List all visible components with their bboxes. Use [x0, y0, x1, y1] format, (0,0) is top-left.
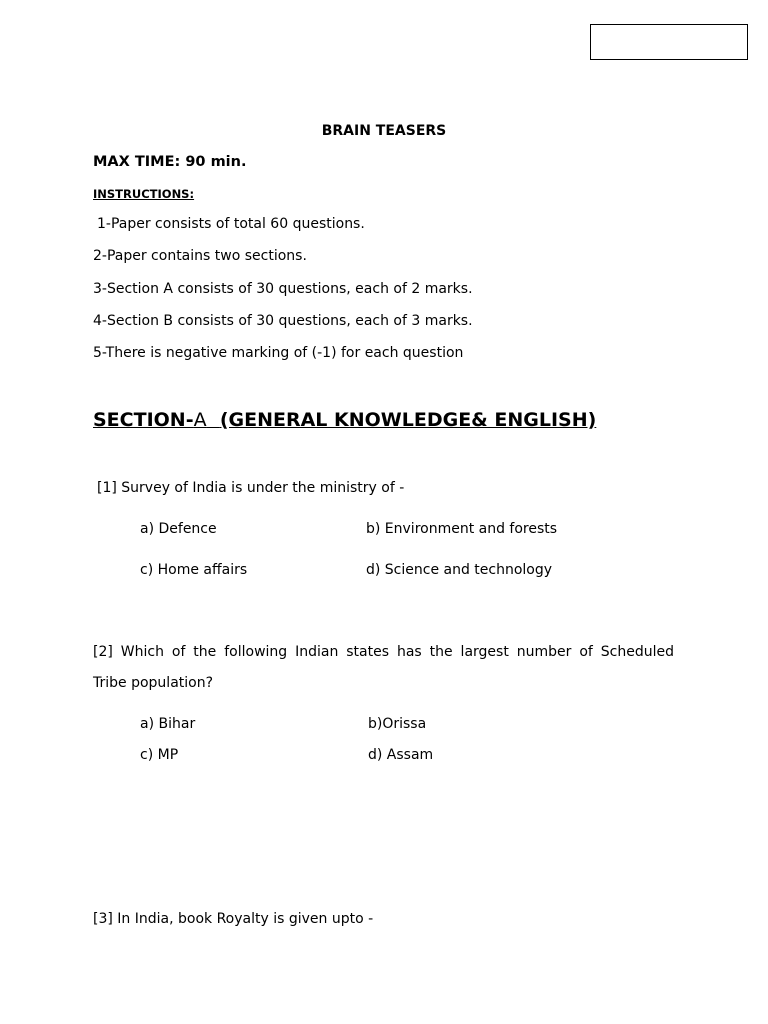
q2-option-a: a) Bihar: [140, 716, 196, 732]
q1-option-d: d) Science and technology: [366, 562, 553, 578]
rule-1: 1-Paper consists of total 60 questions.: [97, 216, 365, 232]
question-1: [1] Survey of India is under the ministry of -: [97, 480, 405, 496]
question-2-line-2: Tribe population?: [93, 675, 214, 691]
rule-5: 5-There is negative marking of (-1) for each question: [93, 345, 464, 361]
rule-3: 3-Section A consists of 30 questions, each of 2 marks.: [93, 281, 473, 297]
rule-2: 2-Paper contains two sections.: [93, 248, 307, 264]
question-3: [3] In India, book Royalty is given upto -: [93, 911, 374, 927]
section-heading: [93, 408, 596, 432]
q1-option-b: b) Environment and forests: [366, 521, 558, 537]
max-time: MAX TIME: 90 min.: [93, 154, 247, 170]
instructions-label: INSTRUCTIONS:: [93, 187, 195, 201]
q2-option-d: d) Assam: [368, 747, 434, 763]
question-2-line-1: [2] Which of the following Indian states has the largest number of Scheduled: [93, 644, 674, 660]
q2-option-c: c) MP: [140, 747, 179, 763]
rule-4: 4-Section B consists of 30 questions, each of 3 marks.: [93, 313, 473, 329]
roll-number-box: [590, 24, 748, 60]
paper-title: BRAIN TEASERS: [321, 123, 447, 139]
section-title: (GENERAL KNOWLEDGE& ENGLISH): [219, 409, 597, 431]
section-letter: A: [193, 409, 207, 431]
q2-option-b: b)Orissa: [368, 716, 427, 732]
q1-option-a: a) Defence: [140, 521, 217, 537]
q1-option-c: c) Home affairs: [140, 562, 248, 578]
section-prefix: SECTION-: [93, 409, 194, 431]
